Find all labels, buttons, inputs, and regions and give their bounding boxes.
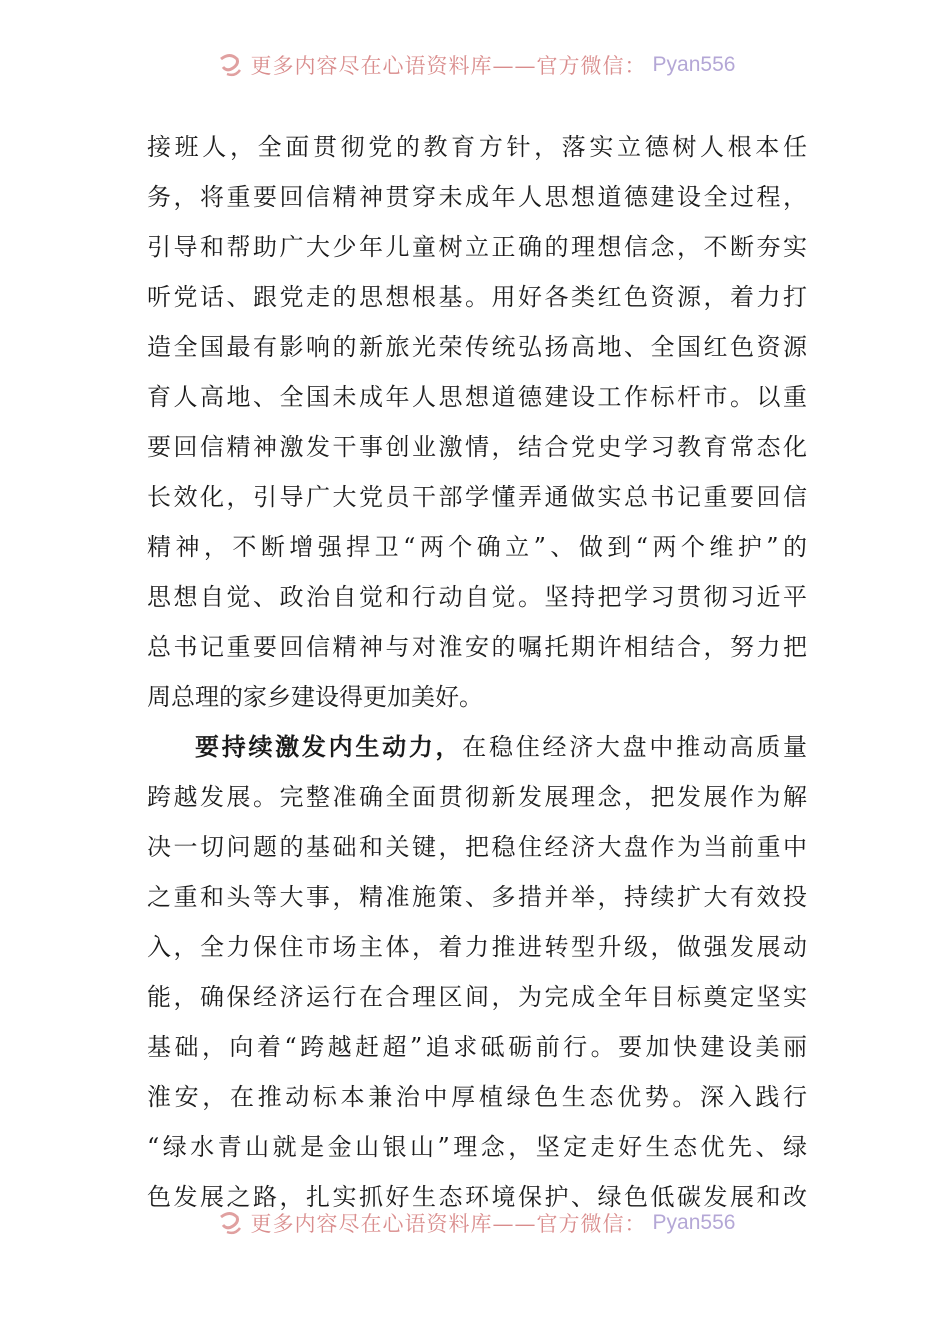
text-line: 跨越发展。完整准确全面贯彻新发展理念，把发展作为解 [147,783,807,811]
text-line: 入，全力保住市场主体，着力推进转型升级，做强发展动 [147,933,807,961]
text-line: 淮安，在推动标本兼治中厚植绿色生态优势。深入践行 [147,1083,807,1111]
text-line: “绿水青山就是金山银山”理念，坚定走好生态优先、绿 [147,1133,807,1161]
watermark-logo-icon [215,1210,245,1238]
text-line: 精神，不断增强捍卫“两个确立”、做到“两个维护”的 [147,533,807,561]
watermark-text: 更多内容尽在心语资料库——官方微信： [250,1212,647,1236]
document-body [147,122,807,1222]
text-line: 周总理的家乡建设得更加美好。 [147,683,483,711]
text-line: 基础，向着“跨越赶超”追求砥砺前行。要加快建设美丽 [147,1033,807,1061]
paragraph-2 [147,722,807,1222]
watermark-wechat-id: Pyan556 [652,53,736,76]
text-line: 务，将重要回信精神贯穿未成年人思想道德建设全过程， [147,183,807,211]
watermark-text: 更多内容尽在心语资料库——官方微信： [250,54,647,78]
watermark-header [0,52,950,86]
text-line: 造全国最有影响的新旅光荣传统弘扬高地、全国红色资源 [147,333,807,361]
paragraph-1 [147,122,807,722]
text-line: 育人高地、全国未成年人思想道德建设工作标杆市。以重 [147,383,807,411]
text-line: 引导和帮助广大少年儿童树立正确的理想信念，不断夯实 [147,233,807,261]
watermark-footer [0,1210,950,1244]
watermark-wechat-id: Pyan556 [652,1211,736,1234]
text-line: 之重和头等大事，精准施策、多措并举，持续扩大有效投 [147,883,807,911]
text-line: 长效化，引导广大党员干部学懂弄通做实总书记重要回信 [147,483,807,511]
text-line: 能，确保经济运行在合理区间，为完成全年目标奠定坚实 [147,983,807,1011]
text-line: 要回信精神激发干事创业激情，结合党史学习教育常态化 [147,433,807,461]
text-line: 决一切问题的基础和关键，把稳住经济大盘作为当前重中 [147,833,807,861]
text-line-first [147,722,807,772]
text-line: 接班人，全面贯彻党的教育方针，落实立德树人根本任 [147,133,807,161]
text-line: 听党话、跟党走的思想根基。用好各类红色资源，着力打 [147,283,807,311]
watermark-logo-icon [215,52,245,80]
paragraph-lead-heading: 要持续激发内生动力， [195,733,463,761]
text-line: 总书记重要回信精神与对淮安的嘱托期许相结合，努力把 [147,633,807,661]
paragraph-first-line-rest: 在稳住经济大盘中推动高质量 [462,733,808,761]
text-line: 思想自觉、政治自觉和行动自觉。坚持把学习贯彻习近平 [147,583,807,611]
text-line: 色发展之路，扎实抓好生态环境保护、绿色低碳发展和改 [147,1183,807,1211]
